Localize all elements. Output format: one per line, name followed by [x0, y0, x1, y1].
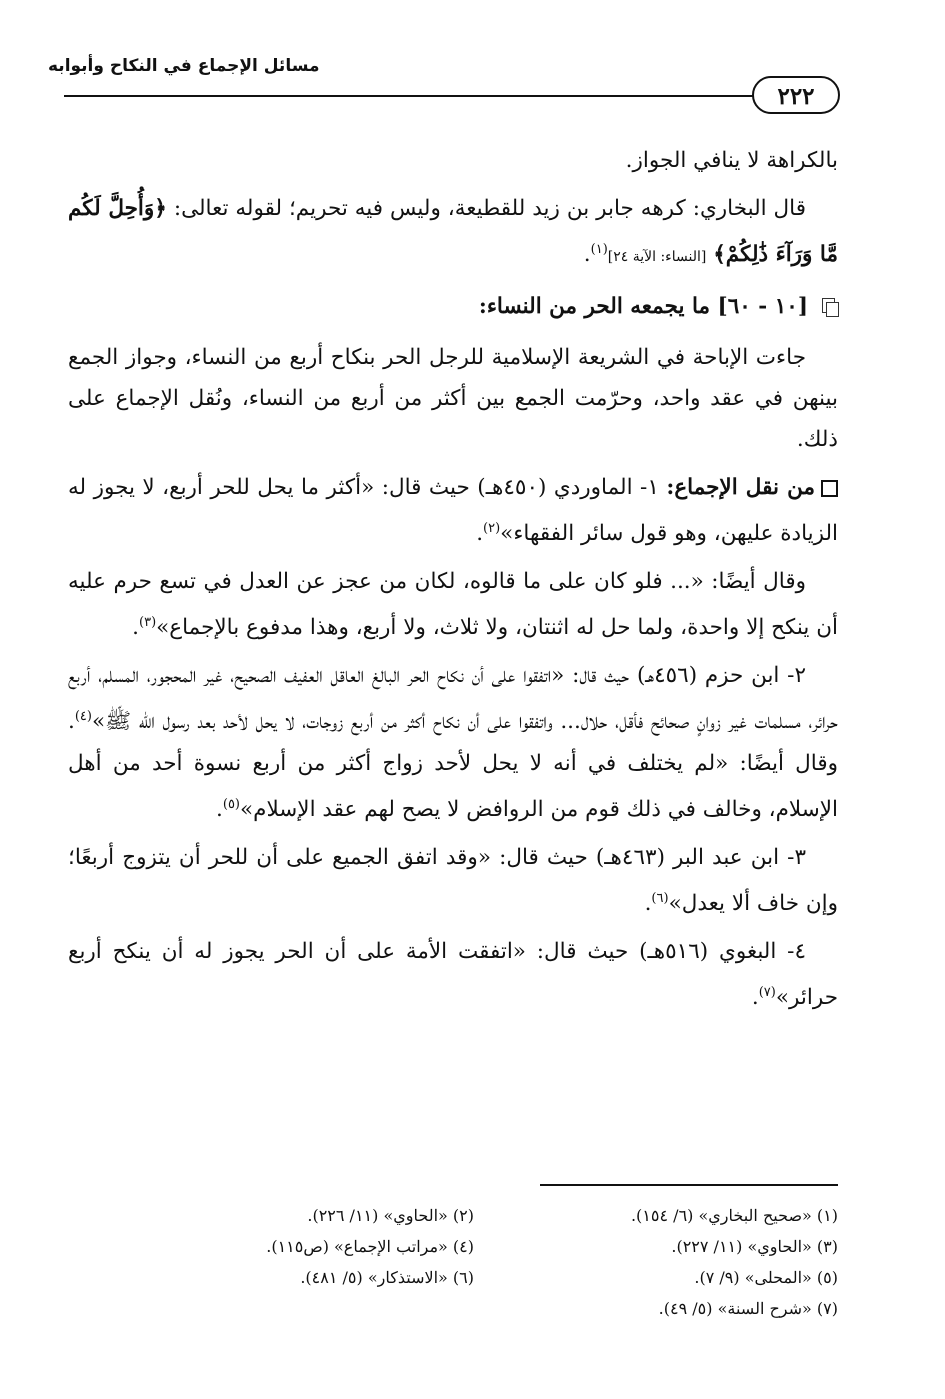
footnote-marker-7: (٧) — [758, 984, 776, 1000]
footnote-2: (٢) «الحاوي» (١١/ ٢٢٦). — [307, 1206, 474, 1225]
footnote-marker-3: (٣) — [139, 615, 157, 631]
running-title: مسائل الإجماع في النكاح وأبوابه — [48, 56, 320, 76]
section-heading-text: [١٠ - ٦٠] ما يجمعه الحر من النساء: — [478, 294, 808, 320]
footnotes — [150, 1200, 838, 1324]
footnote-rule — [540, 1184, 838, 1186]
footnote-marker-5: (٥) — [222, 796, 240, 812]
footnote-4: (٤) «مراتب الإجماع» (ص١١٥). — [266, 1237, 474, 1256]
footnote-7: (٧) «شرح السنة» (٥/ ٤٩). — [658, 1299, 838, 1318]
footnote-6: (٦) «الاستذكار» (٥/ ٤٨١). — [300, 1268, 474, 1287]
section-heading — [68, 286, 838, 327]
paragraph-5-text: وقال أيضًا: «... فلو كان على ما قالوه، لكان من عجز عن العدل في تسع حرم عليه أن ينكح إلا واحدة، ولما حل له اثنتان، ولا ثلاث، ولا أربع، وهذا مدفوع بالإجماع» — [68, 569, 838, 641]
square-bullet-icon — [821, 480, 838, 497]
paragraph-6b-text: وقال أيضًا: «لم يختلف في أنه لا يحل لأحد زواج أكثر من أربع نسوة أحد من أهل الإسلام، وخالف في ذلك قوم من الروافض لا يصح لهم عقد الإسلام» — [68, 750, 838, 822]
paragraph-2-text: قال البخاري: كرهه جابر بن زيد للقطيعة، وليس فيه تحريم؛ لقوله تعالى: — [173, 196, 807, 221]
footnote-marker-4: (٤) — [74, 709, 92, 725]
paragraph-6: ٢- ابن حزم (٤٥٦هـ) حيث قال: «اتفقوا على أن نكاح الحر البالغ العاقل العفيف الصحيح، غير المحجور، المسلم، أربع حرائر، مسلمات غير زوانٍ صحائح فأقل، حلال... واتفقوا على أن نكاح أكثر من أربع زوجات، لا يحل لأحد بعد رسول الله ﷺ»$^{(٤)}$. وقال أيضًا: «لم يختلف في أنه لا يحل لأحد زواج أكثر من أربع نسوة أحد من أهل الإسلام، وخالف في ذلك قوم من الروافض لا يصح لهم عقد الإسلام»$^{(٥)}$. — [68, 663, 838, 822]
header-rule — [64, 95, 754, 97]
footnote-3: (٣) «الحاوي» (١١/ ٢٢٧). — [671, 1237, 838, 1256]
paragraph-6a-text: ٢- ابن حزم (٤٥٦هـ) حيث قال: «اتفقوا على أن نكاح الحر البالغ العاقل العفيف الصحيح، غير المحجور، المسلم، أربع حرائر، مسلمات غير زوانٍ صحائح فأقل، حلال... واتفقوا على أن نكاح أكثر من أربع زوجات، لا يحل لأحد بعد رسول الله ﷺ» — [68, 663, 838, 735]
paragraph-2: قال البخاري: كرهه جابر بن زيد للقطيعة، وليس فيه تحريم؛ لقوله تعالى: ﴿وَأُحِلَّ لَكُم مَّا وَرَآءَ ذَٰلِكُمْ﴾ [النساء: الآية ٢٤]$^{(١)}$. — [68, 196, 838, 268]
paragraph-4-text: ١- الماوردي (٤٥٠هـ) حيث قال: «أكثر ما يحل للحر أربع، لا يجوز له الزيادة عليهن، وهو قول سائر الفقهاء» — [68, 475, 838, 547]
page-number: ٢٢٢ — [752, 76, 840, 114]
paragraph-4-lead: من نقل الإجماع: — [666, 475, 815, 501]
footnote-marker-1: (١) — [590, 242, 608, 257]
paragraph-3: جاءت الإباحة في الشريعة الإسلامية للرجل الحر بنكاح أربع من النساء، وجواز الجمع بينهن في عقد واحد، وحرّمت الجمع بين أكثر من أربع من النساء، ونُقل الإجماع على ذلك. — [68, 345, 838, 453]
paragraph-5: وقال أيضًا: «... فلو كان على ما قالوه، لكان من عجز عن العدل في تسع حرم عليه أن ينكح إلا واحدة، ولما حل له اثنتان، ولا ثلاث، ولا أربع، وهذا مدفوع بالإجماع»$^{(٣)}$. — [68, 569, 838, 641]
paragraph-8: ٤- البغوي (٥١٦هـ) حيث قال: «اتفقت الأمة على أن الحر يجوز له أن ينكح أربع حرائر»$^{(٧)}$. — [68, 938, 838, 1011]
paragraph-8-text: ٤- البغوي (٥١٦هـ) حيث قال: «اتفقت الأمة على أن الحر يجوز له أن ينكح أربع حرائر» — [68, 938, 838, 1011]
paragraph-7: ٣- ابن عبد البر (٤٦٣هـ) حيث قال: «وقد اتفق الجميع على أن للحر أن يتزوج أربعًا؛ وإن خاف ألا يعدل»$^{(٦)}$. — [68, 844, 838, 916]
footnote-marker-6: (٦) — [651, 890, 669, 906]
footnote-marker-2: (٢) — [483, 521, 501, 537]
paragraph-7-text: ٣- ابن عبد البر (٤٦٣هـ) حيث قال: «وقد اتفق الجميع على أن للحر أن يتزوج أربعًا؛ وإن خاف ألا يعدل» — [68, 844, 838, 916]
quran-verse: ﴿وَأُحِلَّ لَكُم مَّا وَرَآءَ ذَٰلِكُمْ﴾ — [68, 196, 838, 268]
footnote-1: (١) «صحيح البخاري» (٦/ ١٥٤). — [630, 1206, 838, 1225]
paragraph-1: بالكراهة لا ينافي الجواز. — [625, 148, 838, 173]
footnote-5: (٥) «المحلى» (٩/ ٧). — [694, 1268, 838, 1287]
main-text — [68, 140, 838, 1025]
copy-icon — [822, 298, 838, 316]
verse-reference: [النساء: الآية ٢٤] — [607, 249, 707, 266]
paragraph-4: من نقل الإجماع: ١- الماوردي (٤٥٠هـ) حيث قال: «أكثر ما يحل للحر أربع، لا يجوز له الزيادة عليهن، وهو قول سائر الفقهاء»$^{(٢)}$. — [68, 475, 838, 547]
